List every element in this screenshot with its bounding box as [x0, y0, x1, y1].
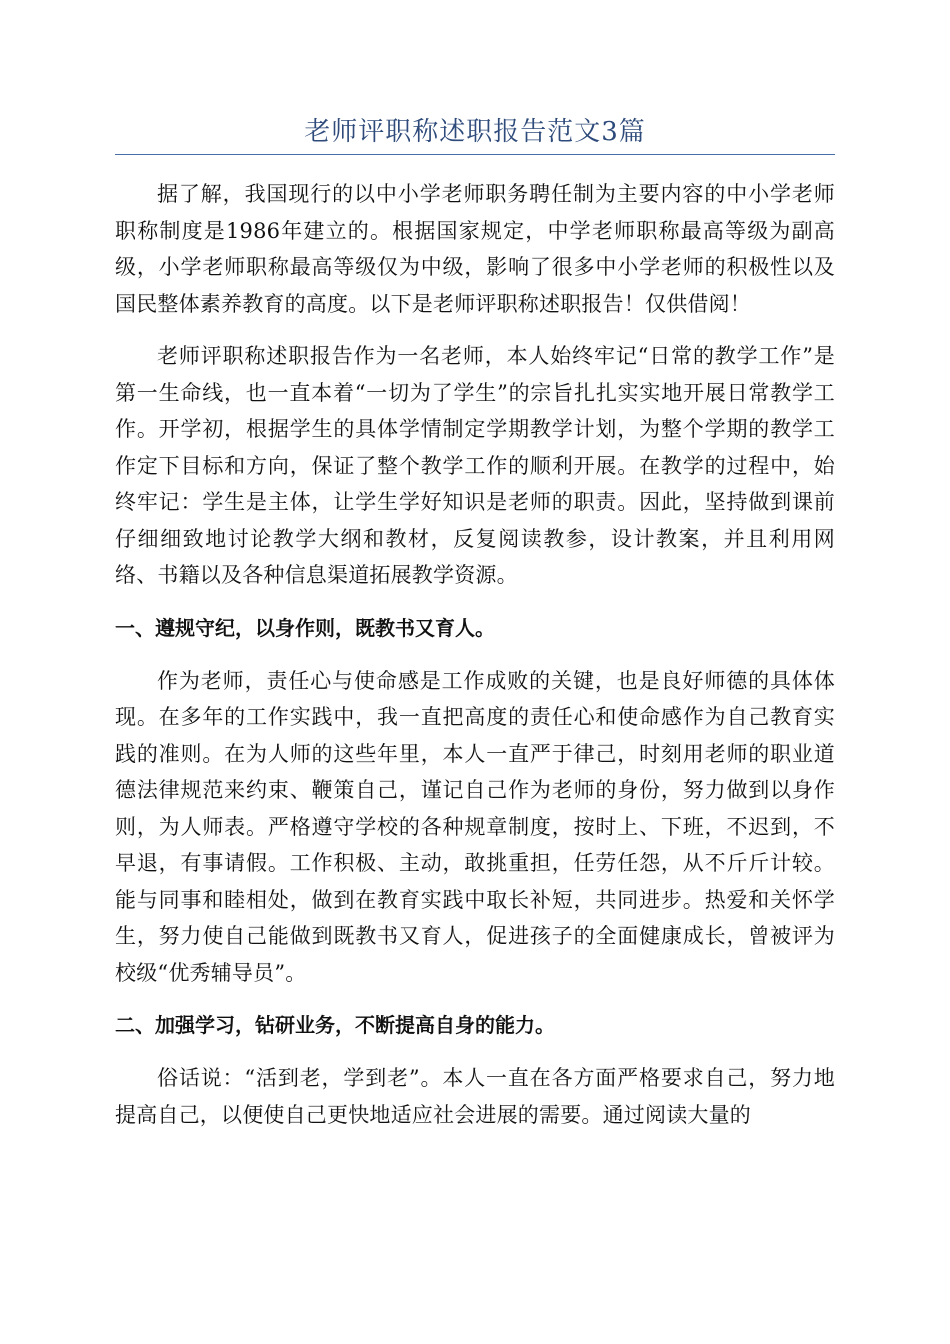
document-title: 老师评职称述职报告范文3篇: [304, 117, 646, 147]
section-heading: 二、加强学习，钻研业务，不断提高自身的能力。: [115, 1013, 555, 1037]
body-paragraph: 俗话说：“活到老，学到老”。本人一直在各方面严格要求自己，努力地提高自己，以便使自己更快地适应社会进展的需要。通过阅读大量的: [115, 1066, 835, 1127]
title-underline: [115, 154, 835, 155]
body-paragraph: 老师评职称述职报告作为一名老师，本人始终牢记“日常的教学工作”是第一生命线，也一直本着“一切为了学生”的宗旨扎扎实实地开展日常教学工作。开学初，根据学生的具体学情制定学期教学计划，为整个学期的教学工作定下目标和方向，保证了整个教学工作的顺利开展。在教学的过程中，始终牢记：学生是主体，让学生学好知识是老师的职责。因此，坚持做到课前仔细细致地讨论教学大纲和教材，反复阅读教参，设计教案，并且利用网络、书籍以及各种信息渠道拓展教学资源。: [115, 344, 835, 587]
body-paragraph: 作为老师，责任心与使命感是工作成败的关键，也是良好师德的具体体现。在多年的工作实践中，我一直把高度的责任心和使命感作为自己教育实践的准则。在为人师的这些年里，本人一直严于律己，时刻用老师的职业道德法律规范来约束、鞭策自己，谨记自己作为老师的身份，努力做到以身作则，为人师表。严格遵守学校的各种规章制度，按时上、下班，不迟到，不早退，有事请假。工作积极、主动，敢挑重担，任劳任怨，从不斤斤计较。能与同事和睦相处，做到在教育实践中取长补短，共同进步。热爱和关怀学生，努力使自己能做到既教书又育人，促进孩子的全面健康成长，曾被评为校级“优秀辅导员”。: [115, 668, 835, 985]
document-body: [115, 176, 835, 1149]
section-heading: 一、遵规守纪，以身作则，既教书又育人。: [115, 615, 495, 640]
intro-paragraph: 据了解，我国现行的以中小学老师职务聘任制为主要内容的中小学老师职称制度是1986年建立的。根据国家规定，中学老师职称最高等级为副高级，小学老师职称最高等级仅为中级，影响了很多中小学老师的积极性以及国民整体素养教育的高度。以下是老师评职称述职报告！仅供借阅！: [115, 182, 835, 316]
